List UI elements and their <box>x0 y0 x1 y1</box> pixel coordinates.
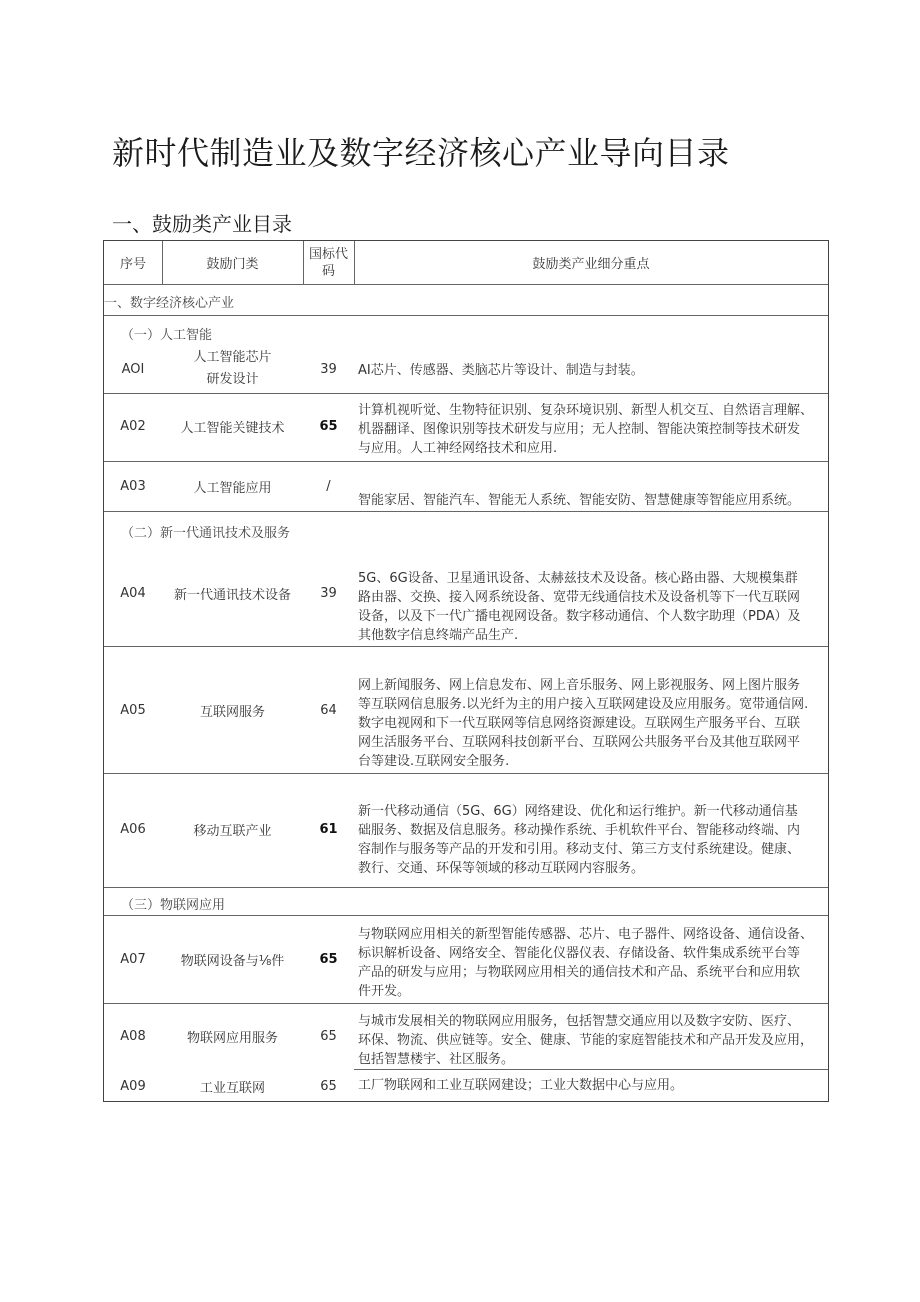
subgroup-communication: （二）新一代通讯技术及服务 <box>121 526 291 541</box>
row-divider <box>104 511 828 512</box>
row-category <box>162 345 303 393</box>
row-detail <box>358 676 828 771</box>
row-code: 65 <box>319 951 338 967</box>
header-code-line2: 码 <box>321 263 335 279</box>
row-detail <box>358 1076 828 1095</box>
detail-line: 其他数字信息终端产品生产. <box>358 628 519 643</box>
detail-line: 与城市发展相关的物联网应用服务，包括智慧交通应用以及数字安防、医疗、 <box>358 1014 801 1029</box>
row-code: 65 <box>320 1028 337 1044</box>
row-seq: A05 <box>120 702 146 718</box>
row-code: 65 <box>320 1078 337 1094</box>
row-code: 39 <box>320 361 337 377</box>
detail-line: 新一代移动通信（5G、6G）网络建设、优化和运行维护。新一代移动通信基 <box>358 804 798 819</box>
row-seq: A04 <box>120 585 146 601</box>
row-seq: A03 <box>120 478 146 494</box>
detail-line: 础服务、数据及信息服务。移动操作系统、手机软件平台、智能移动终端、内 <box>358 823 801 838</box>
detail-line: 环保、物流、供应链等。安全、健康、节能的家庭智能技术和产品开发及应用， <box>358 1033 814 1048</box>
row-code: 61 <box>319 821 338 837</box>
row-category: 物联网应用服务 <box>186 1030 278 1046</box>
detail-line: AI芯片、传感器、类脑芯片等设计、制造与封装。 <box>358 363 644 378</box>
detail-line: 台等建设.互联网安全服务. <box>358 754 510 769</box>
detail-line: 计算机视听觉、生物特征识别、复杂环境识别、新型人机交互、自然语言理解、 <box>358 403 814 418</box>
row-seq: AOI <box>121 361 145 377</box>
row-divider <box>104 887 828 888</box>
header-code-line1: 国标代 <box>308 246 348 262</box>
detail-line: 教行、交通、环保等领域的移动互联网内容服务。 <box>358 861 645 876</box>
row-divider <box>104 284 828 285</box>
header-seq: 序号 <box>119 257 146 272</box>
row-code: / <box>326 478 331 494</box>
row-seq: A07 <box>120 951 146 967</box>
row-seq: A02 <box>120 418 146 434</box>
document-title: 新时代制造业及数字经济核心产业导向目录 <box>112 134 730 172</box>
row-category: 移动互联产业 <box>193 823 272 839</box>
row-detail <box>358 361 828 380</box>
row-detail <box>358 401 828 458</box>
row-code: 39 <box>320 585 337 601</box>
subgroup-iot: （三）物联网应用 <box>121 898 226 913</box>
detail-line: 智能家居、智能汽车、智能无人系统、智能安防、智慧健康等智能应用系统。 <box>358 493 801 508</box>
detail-line: 5G、6G设备、卫星通讯设备、太赫兹技术及设备。核心路由器、大规模集群 <box>358 571 798 586</box>
row-category: 工业互联网 <box>199 1080 265 1096</box>
row-category-line: 人工智能芯片 <box>193 350 272 365</box>
group-digital-economy: 一、数字经济核心产业 <box>104 296 235 311</box>
header-detail: 鼓励类产业细分重点 <box>532 257 650 272</box>
subgroup-ai: （一）人工智能 <box>121 328 213 343</box>
detail-line: 件开发。 <box>358 984 411 999</box>
detail-line: 网上新闻服务、网上信息发布、网上音乐服务、网上影视服务、网上图片服务 <box>358 678 801 693</box>
detail-line: 等互联网信息服务.以光纤为主的用户接入互联网建设及应用服务。宽带通信网. <box>358 697 809 712</box>
row-category-line: 研发设计 <box>206 372 259 387</box>
row-detail <box>358 925 828 1001</box>
row-divider <box>354 1069 828 1070</box>
header-code <box>303 241 354 284</box>
row-seq: A06 <box>120 821 146 837</box>
row-category: 互联网服务 <box>199 704 265 720</box>
row-category: 物联网设备与⅛件 <box>180 953 285 969</box>
row-detail <box>358 802 828 878</box>
detail-line: 容制作与服务等产品的开发和引用。移动支付、第三方支付系统建设。健康、 <box>358 842 801 857</box>
detail-line: 与应用。人工神经网络技术和应用. <box>358 441 558 456</box>
detail-line: 工厂物联网和工业互联网建设；工业大数据中心与应用。 <box>358 1078 684 1093</box>
row-category: 人工智能关键技术 <box>180 420 285 436</box>
row-category: 新一代通讯技术设备 <box>173 587 291 603</box>
detail-line: 设备，以及下一代广播电视网设备。数字移动通信、个人数字助理（PDA）及 <box>358 609 801 624</box>
detail-line: 数字电视网和下一代互联网等信息网络资源建设。互联网生产服务平台、互联 <box>358 716 801 731</box>
row-divider <box>104 315 828 316</box>
row-seq: A09 <box>120 1078 146 1094</box>
row-seq: A08 <box>120 1028 146 1044</box>
row-code: 65 <box>319 418 338 434</box>
row-divider <box>104 1003 828 1004</box>
header-category: 鼓励门类 <box>206 257 259 272</box>
detail-line: 与物联网应用相关的新型智能传感器、芯片、电子器件、网络设备、通信设备、 <box>358 927 814 942</box>
row-detail <box>358 1012 828 1069</box>
section-heading: 一、鼓励类产业目录 <box>112 212 292 236</box>
row-divider <box>104 461 828 462</box>
detail-line: 包括智慧楼宇、社区服务。 <box>358 1052 515 1067</box>
row-detail <box>358 491 828 510</box>
row-code: 64 <box>320 702 337 718</box>
detail-line: 机器翻译、图像识别等技术研发与应用；无人控制、智能决策控制等技术研发 <box>358 422 801 437</box>
row-category: 人工智能应用 <box>193 480 272 496</box>
industry-table <box>103 240 829 1102</box>
detail-line: 标识解析设备、网络安全、智能化仪器仪表、存储设备、软件集成系统平台等 <box>358 946 801 961</box>
detail-line: 产品的研发与应用；与物联网应用相关的通信技术和产品、系统平台和应用软 <box>358 965 801 980</box>
detail-line: 路由器、交换、接入网系统设备、宽带无线通信技术及设备机等下一代互联网 <box>358 590 801 605</box>
detail-line: 网生活服务平台、互联网科技创新平台、互联网公共服务平台及其他互联网平 <box>358 735 801 750</box>
row-detail <box>358 569 828 645</box>
